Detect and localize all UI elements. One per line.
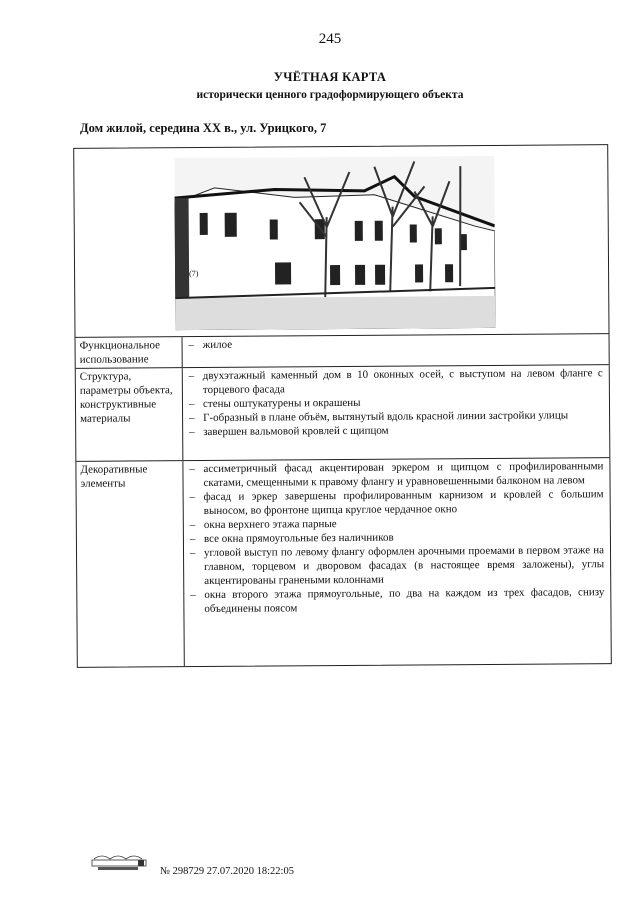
list-item: – жилое bbox=[189, 335, 603, 352]
list-item: – все окна прямоугольные без наличников bbox=[190, 529, 604, 546]
list-item: – стены оштукатурены и окрашены bbox=[189, 394, 603, 411]
page-number: 245 bbox=[318, 31, 342, 47]
list-item: – ассиметричный фасад акцентирован эркером и щипцом с профилированными скатами, смещенными к правому флангу и уравновешенными балконом на левом bbox=[189, 459, 603, 490]
record-card-table bbox=[73, 144, 612, 668]
row-label: Функциональное использование bbox=[79, 339, 161, 366]
list-item: – завершен вальмовой кровлей с щипцом bbox=[189, 422, 603, 439]
photo-row bbox=[74, 145, 608, 338]
building-photo bbox=[174, 156, 495, 330]
registry-logo-icon bbox=[90, 853, 148, 871]
list-item: – фасад и эркер завершены профилированным карнизом и кровлей с большим выносом, во фронтоне щипца круглое чердачное окно bbox=[190, 487, 604, 518]
document-subtitle: исторически ценного градоформирующего объекта bbox=[196, 89, 464, 101]
row-function bbox=[76, 334, 609, 369]
list-item: – окна верхнего этажа парные bbox=[190, 515, 604, 532]
object-heading: Дом жилой, середина XX в., ул. Урицкого, 7 bbox=[80, 121, 327, 135]
row-decorative bbox=[76, 458, 610, 667]
photo-label: (7) bbox=[189, 269, 199, 279]
document-title: УЧЁТНАЯ КАРТА bbox=[273, 70, 387, 84]
list-item: – двухэтажный каменный дом в 10 оконных осей, с выступом на левом фланге с торцевого фасада bbox=[189, 366, 603, 397]
row-label: Структура, параметры объекта, конструктивные материалы bbox=[79, 370, 173, 425]
row-structure bbox=[76, 365, 610, 462]
list-item: – окна второго этажа прямоугольные, по два на каждом из трех фасадов, снизу объединены поясом bbox=[190, 585, 604, 616]
list-item: – Г-образный в плане объём, вытянутый вдоль красной линии застройки улицы bbox=[189, 408, 603, 425]
registration-stamp: № 298729 27.07.2020 18:22:05 bbox=[160, 866, 294, 877]
row-label: Декоративные элементы bbox=[80, 463, 148, 490]
list-item: – угловой выступ по левому флангу оформлен арочными проемами в первом этаже на главном, торцевом и дворовом фасадах (в настоящее время заложены), углы акцентированы гранеными колоннами bbox=[190, 543, 604, 588]
